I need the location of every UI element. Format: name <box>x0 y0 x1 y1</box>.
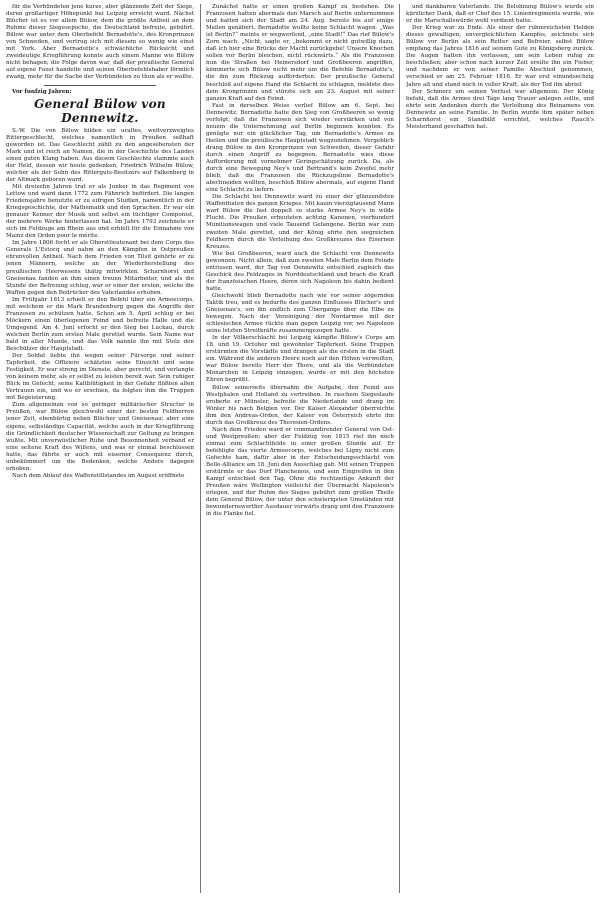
paragraph: Bülow seinerseits übernahm die Aufgabe, den Feind aus Westphalen und Holland zu vertreiben. In raschem Siegeslaufe eroberte er Münster, befreite die Niederlande und drang im Winter bis nach Belgien vor. Der Kaiser Alexander überreichte ihm den Andreas-Orden, der Kaiser von Österreich ehrte ihn durch das Großkreuz des Theresien-Ordens. <box>206 384 394 426</box>
paragraph: Der Schmerz um seinen Verlust war allgemein. Der König befahl, daß die Armee drei Tage lang Trauer anlegen sollte, und ehrte sein Andenken durch die Verleihung des Beinamens von Dennewitz an seine Familie. In Berlin wurde ihm später neben Scharnhorst ein Standbild errichtet, welches Rauch's Meisterhand geschaffen hat. <box>406 88 594 130</box>
columns <box>6 4 594 893</box>
paragraph: Im Jahre 1806 focht er als Oberstlieutenant bei dem Corps des Generals L'Estocq und nahm an den Kämpfen in Ostpreußen ehrenvollen Antheil. Nach dem Frieden von Tilsit gehörte er zu jenen Männern, welche an der Wiederherstellung des preußischen Heerwesens thätig mitwirkten. Scharnhorst und Gneisenau fanden an ihm einen treuen Mitarbeiter, und als die Stunde der Befreiung schlug, war er einer der ersten, welche die Waffen gegen den Bedrücker des Vaterlandes erhoben. <box>6 240 194 296</box>
paragraph: Nach dem Ablauf des Waffenstillstandes im August eröffnete <box>12 472 185 479</box>
col1-body <box>6 128 194 480</box>
paragraph: für die Verbündeten jene kurze, aber glänzende Zeit der Siege, deren großartiger Höhepunkt bei Leipzig erreicht ward. Nächst Blücher ist es vor allem Bülow, dem die größte Antheil an dem Ruhme dieser Siegesepoche, die Deutschland befreite, gebührt. Bülow war unter dem Oberbefehl Bernadotte's, des Kronprinzen von Schweden, und vertrug sich mit diesem so wenig wie einst mit York. Aber Bernadotte's schwächliche Rücksicht und zweideutige Kriegführung konnte auch einem Manne wie Bülow nicht behagen; die Folge davon war, daß der preußische General auf eigene Faust handelte und seinen Oberbefehlshaber förmlich zwang, mehr für die Sache der Verbündeten zu thun als er wollte. <box>6 4 194 81</box>
paragraph: Der Krieg war zu Ende. Als einer der ruhmreichsten Helden dieses gewaltigen, unvergleichlichen Kampfes, zeichnete sich Bülow vor Berlin als sein Retter und Befreier, selbst Bülow empfang das Jahres 1816 auf seinem Gute zu Königsberg zurück. Die Augen hatten ihn verlassen, um sein Leben ruhig zu beschließen; aber schon nach kurzer Zeit ereilte ihn ein Fieber, und nachdem er von seiner Familie Abschied genommen, verschied er am 25. Februar 1816. Er war erst einundsechzig Jahre alt und stand noch in voller Kraft, als der Tod ihn abrief. <box>406 25 594 88</box>
article-kicker: Vor funfzig Jahren: <box>12 88 72 95</box>
paragraph: Fast in derselben Weise verlief Bülow am 6. Sept. bei Dennewitz. Bernadotte hatte den Sieg von Großbeeren so wenig verfolgt, daß die Franzosen sich wieder verstärken und von neuem die Unternehmung auf Berlin beginnen konnten. Es genügte nur ein glücklicher Tag, um Bernadotte's Armee zu theilen und die preußische Hauptstadt wegzunehmen. Vergeblich drang Bülow in den Kronprinzen von Schweden, dieser Gefahr durch einen Angriff zu begegnen. Bernadotte wies diese Aufforderung mit vornehmer Geringschätzung zurück. Da, als durch eine Bewegung Ney's und Bertrand's kein Zweifel mehr blieb, daß die Franzosen die Rückzugslinie Bernadotte's abschneiden wollten, beschloß Bülow abermals, auf eigene Hand eine Schlacht zu liefern. <box>206 102 394 194</box>
column-middle <box>200 4 400 893</box>
column-left <box>6 4 194 893</box>
paragraph: Zunächst hatte er einen großen Kampf zu bestehen. Die Franzosen hatten abermals den Marsch auf Berlin unternommen und hatten sich der Stadt am 24. Aug. bereits bis auf einige Meilen genähert. Bernadotte wollte keine Schlacht wagen. „Was ist Berlin?“ meinte er wegwerfend, „eine Stadt!“ Das rief Bülow's Zorn wach. „Nicht, sagte er, „bekommt er nicht gutwillig dazu, daß ich hier eine Brücke der Macht zurückgebe! Unsere Knochen sollen vor Berlin bleichen, nicht rückwärts.“ Als die Franzosen nun die Straßen bei Heinersdorf und Großbeeren angriffen, kümmerte sich Bülow nicht mehr um die Befehle Bernadotte's, die ihn zum Rückzug aufforderten. Der preußische General beschloß auf eigene Hand die Schlacht zu schlagen, meldete dies dem Kronprinzen und stürzte sich am 23. August mit seiner ganzen Kraft auf den Feind. <box>206 4 394 102</box>
paragraph: Wie bei Großbeeren, ward auch die Schlacht von Dennewitz gewonnen. Nicht allein, daß zum zweiten Male Berlin dem Feinde entrissen ward, der Tag von Dennewitz entschied zugleich das Geschick des Feldzuges in Norddeutschland und brach die Kraft der französischen Heere, deren sich Napoleon bis dahin bedient hatte. <box>206 250 394 292</box>
paragraph: Zum allgemeinen von so geringer militärischer Structur in Preußen, war Bülow gleichwohl einer der besten Feldherren jener Zeit, ebenbürtig neben Blücher und Gneisenau; aber eine eigene, selbständige Capacität, welche auch in der Kriegführung die Gründlichkeit deutscher Wissenschaft zur Geltung zu bringen wußte. Mit unverwüstlicher Ruhe und Besonnenheit verband er eine seltene Kraft des Willens, und was er einmal beschlossen hatte, das führte er auch mit eiserner Consequenz durch, unbekümmert um die Bedenken, welche Andere dagegen erhoben. <box>6 402 194 472</box>
paragraph: S.-W. Die von Bülow bilden ein uraltes, weitverzweigtes Rittergeschlecht, welches namentlich in Preußen seßhaft geworden ist. Das Geschlecht zählt zu den angesehensten der Mark und ist reich an Namen, die in der Geschichte des Landes einen guten Klang haben. Aus diesem Geschlechte stammte auch der Held, dessen wir heute gedenken, Friedrich Wilhelm Bülow, welcher als der Sohn des Ritterguts-Besitzers auf Falkenberg in der Altmark geboren ward. <box>6 127 194 183</box>
paragraph: Im Frühjahr 1813 erhielt er den Befehl über ein Armeecorps, mit welchem er die Mark Brandenburg gegen die Angriffe der Franzosen zu schützen hatte. Schon am 5. April schlug er bei Möckern einen überlegenen Feind und befreite Halle und die Umgegend. Am 4. Juni erfocht er den Sieg bei Luckau, durch welchen Berlin zum ersten Male gerettet wurde. Sein Name war bald in aller Munde, und das Volk nannte ihn mit Stolz den Beschützer der Hauptstadt. <box>6 296 194 353</box>
paragraph: Mit dreizehn Jahren trat er als Junker in das Regiment von Lettow und ward dann 1772 zum Fähnrich befördert. Die langen Friedensjahre benutzte er zu eifrigen Studien, namentlich in der Kriegsgeschichte, der Mathematik und den Sprachen. Er war ein genauer Kenner der Musik und selbst ein tüchtiger Componist, der mehrere Werke hinterlassen hat. Im Jahre 1793 zeichnete er sich im Feldzuge am Rhein aus und erhielt für die Einnahme von Mainz den Orden pour le mérite. <box>6 183 194 240</box>
paragraph: Die Schlacht bei Dennewitz ward zu einer der glänzendsten Waffenthaten des ganzen Krieges. Mit kaum vierzigtausend Mann warf Bülow die fast doppelt so starke Armee Ney's in wilde Flucht. Die Preußen erbeuteten achtzig Kanonen, vierhundert Munitionswagen und viele Tausend Gefangene. Berlin war zum zweiten Male gerettet, und der König ehrte den siegreichen Feldherrn durch die Verleihung des Großkreuzes des Eisernen Kreuzes. <box>206 194 394 250</box>
column-right <box>406 4 594 893</box>
paragraph: und dankbaren Vaterlande. Die Belohnung Bülow's wurde ein kürzlicher Dank, daß er Chef des 15. Linienregiments wurde, wie er die Marschallswürde wohl verdient hatte. <box>406 4 594 25</box>
paragraph: Der Soldat liebte ihn wegen seiner Fürsorge und seiner Tapferkeit, die Offiziere schätzten seine Einsicht und seine Festigkeit. Er war streng im Dienste, aber gerecht, und verlangte von keinem mehr, als er selbst zu leisten bereit war. Sein ruhiger Blick im Gefecht, seine Kaltblütigkeit in der Gefahr flößten allen Vertrauen ein, und wo er erschien, da folgten ihm die Truppen mit Begeisterung. <box>6 353 194 402</box>
divider <box>44 85 157 86</box>
col1-top-text <box>6 4 194 82</box>
article-title: General Bülow von Dennewitz. <box>34 96 166 125</box>
paragraph: In der Völkerschlacht bei Leipzig kämpfte Bülow's Corps am 18. und 19. October mit gewohnter Tapferkeit. Seine Truppen erstürmten die Vorstädte und drangen als die ersten in die Stadt ein. Während die anderen Heere noch auf den Höhen verweilten, war Bülow bereits Herr der Thore, und als die Verbündeten Monarchen in Leipzig einzogen, wurde er mit den höchsten Ehren begrüßt. <box>206 335 394 384</box>
paragraph: Nach dem Frieden ward er commandirender General von Ost- und Westpreußen; aber der Feldzug von 1815 rief ihn noch einmal zum Schlachtfelde in einer großen Stunde auf. Er befehligte das vierte Armeecorps, welches bei Ligny nicht zum Gefechte kam, dafür aber in der Entscheidungsschlacht von Belle-Alliance am 18. Juni den Ausschlag gab. Mit seinen Truppen erstürmte er das Dorf Planchenois, und sein Eingreifen in den Kampf entschied den Tag. Ohne die rechtzeitige Ankunft der Preußen wäre Wellington vielleicht der Übermacht Napoleon's erlegen, und der Ruhm des Sieges gebührt zum großen Theile dem General Bülow, der unter den schwierigsten Umständen mit bewundernswerther Ausdauer vorwärts drang und den Franzosen in die Flanke fiel. <box>206 426 394 518</box>
article-heading <box>6 89 194 125</box>
paragraph: Gleichwohl blieb Bernadotte nach wie vor seiner zögernden Taktik treu, und es bedurfte des ganzen Einflusses Blücher's und Gneisenau's, um ihn endlich zum Übergange über die Elbe zu bewegen. Nach der Vereinigung der Nordarmee mit der schlesischen Armee rückte man gegen Leipzig vor, wo Napoleon seine letzten Streitkräfte zusammengezogen hatte. <box>206 292 394 335</box>
